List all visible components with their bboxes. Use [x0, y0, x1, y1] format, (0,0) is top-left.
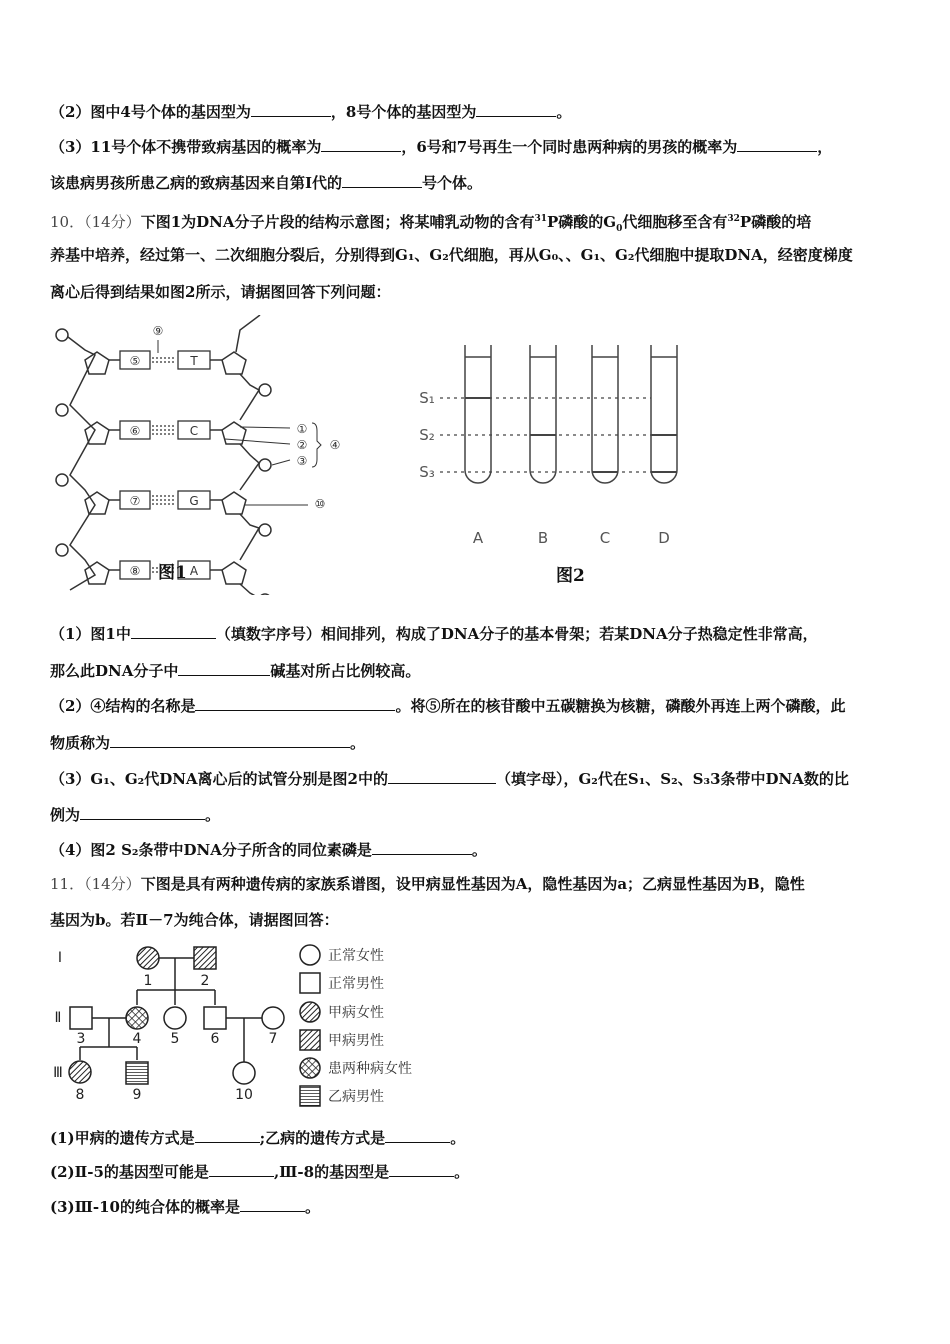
text: （填字母），G₂代在S₁、S₂、S₃3条带中DNA数的比: [496, 770, 849, 788]
individual-9: [126, 1062, 148, 1084]
legend-label: 正常男性: [328, 976, 384, 992]
generation-label: Ⅲ: [53, 1065, 63, 1081]
answer-blank[interactable]: [209, 1162, 274, 1177]
individual-8: [69, 1061, 91, 1083]
id-label: 9: [132, 1087, 142, 1103]
id-label: 6: [210, 1031, 220, 1047]
text: 。将⑤所在的核苷酸中五碳糖换为核糖，磷酸外再连上两个磷酸，此: [395, 697, 846, 715]
q10-part2: [50, 696, 845, 716]
base-label: C: [189, 424, 199, 438]
answer-blank[interactable]: [131, 624, 216, 639]
q11-stem-line2: 基因为b。若Ⅱ－7为纯合体，请据图回答：: [50, 911, 339, 929]
q10-part2-cont: [50, 733, 365, 753]
individual-3: [70, 1007, 92, 1029]
id-label: 1: [143, 973, 153, 989]
base-label: G: [189, 494, 199, 508]
id-label: 8: [75, 1087, 85, 1103]
individual-5: [164, 1007, 186, 1029]
q10-part1: [50, 624, 818, 644]
text: ，6号和7号再生一个同时患两种病的男孩的概率为: [401, 138, 738, 156]
tube-label: D: [658, 529, 670, 547]
text: （1）图1中: [50, 625, 131, 643]
answer-blank[interactable]: [321, 137, 401, 152]
text: 下图1为DNA分子片段的结构示意图；将某哺乳动物的含有: [140, 213, 535, 231]
answer-blank[interactable]: [372, 840, 472, 855]
left-backbone: [56, 329, 120, 590]
legend-label: 正常女性: [328, 948, 384, 964]
figure1-caption: 图1: [158, 563, 187, 583]
answer-blank[interactable]: [476, 102, 556, 117]
legend-symbols: [300, 945, 320, 1106]
text: （3）11号个体不携带致病基因的概率为: [50, 138, 322, 156]
answer-blank[interactable]: [389, 1162, 454, 1177]
individual-1: [137, 947, 159, 969]
band-label-s3: S₃: [419, 463, 435, 481]
base-label: ⑧: [129, 564, 141, 578]
text: (2)Ⅱ-5的基因型可能是: [50, 1163, 209, 1181]
tubes: [465, 345, 677, 483]
base-pairs: [120, 351, 210, 579]
text: 下图是具有两种遗传病的家族系谱图，设甲病显性基因为A，隐性基因为a；乙病显性基因为B，隐性: [140, 875, 805, 893]
text: ,Ⅲ-8的基因型是: [273, 1163, 390, 1181]
centrifuge-tubes-figure: [415, 345, 695, 555]
text: （填数字序号）相间排列，构成了DNA分子的基本骨架；若某DNA分子热稳定性非常高，: [215, 625, 818, 643]
superscript: 31: [534, 214, 548, 224]
text: 。: [454, 1163, 470, 1181]
text: P磷酸的培: [739, 213, 812, 231]
text: 。: [205, 806, 221, 824]
q11-stem-line1: [50, 874, 805, 894]
subscript: 0: [616, 224, 623, 234]
answer-blank[interactable]: [195, 696, 395, 711]
dna-structure-figure: [50, 315, 350, 595]
base-label: T: [190, 354, 198, 368]
pedigree-chart: [40, 940, 440, 1110]
individual-6: [204, 1007, 226, 1029]
label-4: ④: [329, 438, 341, 452]
answer-blank[interactable]: [342, 173, 422, 188]
text: 碱基对所占比例较高。: [270, 662, 421, 680]
text: 。: [556, 103, 572, 121]
label-9: ⑨: [152, 324, 164, 338]
text: 该患病男孩所患乙病的致病基因来自第Ⅰ代的: [50, 174, 343, 192]
answer-blank[interactable]: [80, 805, 205, 820]
answer-blank[interactable]: [388, 769, 496, 784]
text: （4）图2 S₂条带中DNA分子所含的同位素磷是: [50, 841, 372, 859]
superscript: 32: [727, 214, 740, 224]
legend-label: 患两种病女性: [328, 1061, 412, 1077]
individual-4: [126, 1007, 148, 1029]
answer-blank[interactable]: [737, 137, 817, 152]
generation-label: Ⅱ: [54, 1010, 62, 1026]
q10-stem-line3: 离心后得到结果如图2所示，请据图回答下列问题：: [50, 283, 391, 301]
text: ，8号个体的基因型为: [330, 103, 477, 121]
base-label: A: [189, 564, 199, 578]
text: （2）④结构的名称是: [50, 697, 196, 715]
question-number: 11．: [50, 875, 85, 893]
text: P磷酸的G: [547, 213, 617, 231]
text: (3)Ⅲ-10的纯合体的概率是: [50, 1198, 240, 1216]
label-2: ②: [296, 438, 308, 452]
base-label: ⑦: [129, 494, 141, 508]
id-label: 2: [200, 973, 210, 989]
question-number: 10．: [50, 213, 85, 231]
tube-label: B: [537, 529, 549, 547]
label-1: ①: [296, 422, 308, 436]
text: 。: [350, 734, 366, 752]
tube-label: A: [472, 529, 484, 547]
individual-10: [233, 1062, 255, 1084]
generation-label: Ⅰ: [57, 950, 63, 966]
answer-blank[interactable]: [195, 1128, 260, 1143]
band-label-s1: S₁: [419, 389, 435, 407]
text: 。: [305, 1198, 321, 1216]
individual-7: [262, 1007, 284, 1029]
q11-part1: [50, 1128, 465, 1148]
individual-2: [194, 947, 216, 969]
text: 。: [450, 1129, 466, 1147]
q10-stem-line2: 养基中培养，经过第一、二次细胞分裂后，分别得到G₁、G₂代细胞，再从G₀、、G₁、G₂代细胞中提取DNA，经密度梯度: [50, 246, 853, 264]
answer-blank[interactable]: [178, 661, 270, 676]
text: 那么此DNA分子中: [50, 662, 179, 680]
text: （2）图中4号个体的基因型为: [50, 103, 251, 121]
label-10: ⑩: [314, 497, 326, 511]
legend-label: 甲病女性: [328, 1005, 384, 1021]
text: 号个体。: [422, 174, 483, 192]
q11-part3: [50, 1197, 320, 1217]
question-score: （14分）: [84, 875, 141, 893]
answer-blank[interactable]: [251, 102, 331, 117]
text: 物质称为: [50, 734, 111, 752]
q10-part3: [50, 769, 849, 789]
id-label: 5: [170, 1031, 180, 1047]
id-label: 7: [268, 1031, 278, 1047]
legend-label: 甲病男性: [328, 1033, 384, 1049]
figure2-caption: 图2: [556, 566, 585, 586]
legend-label: 乙病男性: [328, 1089, 384, 1105]
answer-blank[interactable]: [240, 1197, 305, 1212]
q10-part3-cont: [50, 805, 220, 825]
q10-part1-cont: [50, 661, 420, 681]
answer-blank[interactable]: [110, 733, 350, 748]
id-label: 4: [132, 1031, 142, 1047]
label-3: ③: [296, 454, 308, 468]
question-score: （14分）: [84, 213, 141, 231]
q10-stem-line1: [50, 209, 811, 239]
q9-part3: [50, 137, 832, 157]
id-label: 3: [76, 1031, 86, 1047]
text: 。: [471, 841, 487, 859]
q9-part2: [50, 102, 571, 122]
q11-part2: [50, 1162, 469, 1182]
text: （3）G₁、G₂代DNA离心后的试管分别是图2中的: [50, 770, 388, 788]
base-label: ⑤: [129, 354, 141, 368]
text: ，: [817, 138, 833, 156]
text: ;乙病的遗传方式是: [259, 1129, 386, 1147]
tube-label: C: [599, 529, 611, 547]
answer-blank[interactable]: [385, 1128, 450, 1143]
base-label: ⑥: [129, 424, 141, 438]
text: 例为: [50, 806, 81, 824]
id-label: 10: [235, 1087, 253, 1103]
text: (1)甲病的遗传方式是: [50, 1129, 195, 1147]
text: 代细胞移至含有: [622, 213, 728, 231]
band-label-s2: S₂: [419, 426, 435, 444]
q10-part4: [50, 840, 487, 860]
q9-part3-cont: [50, 173, 482, 193]
